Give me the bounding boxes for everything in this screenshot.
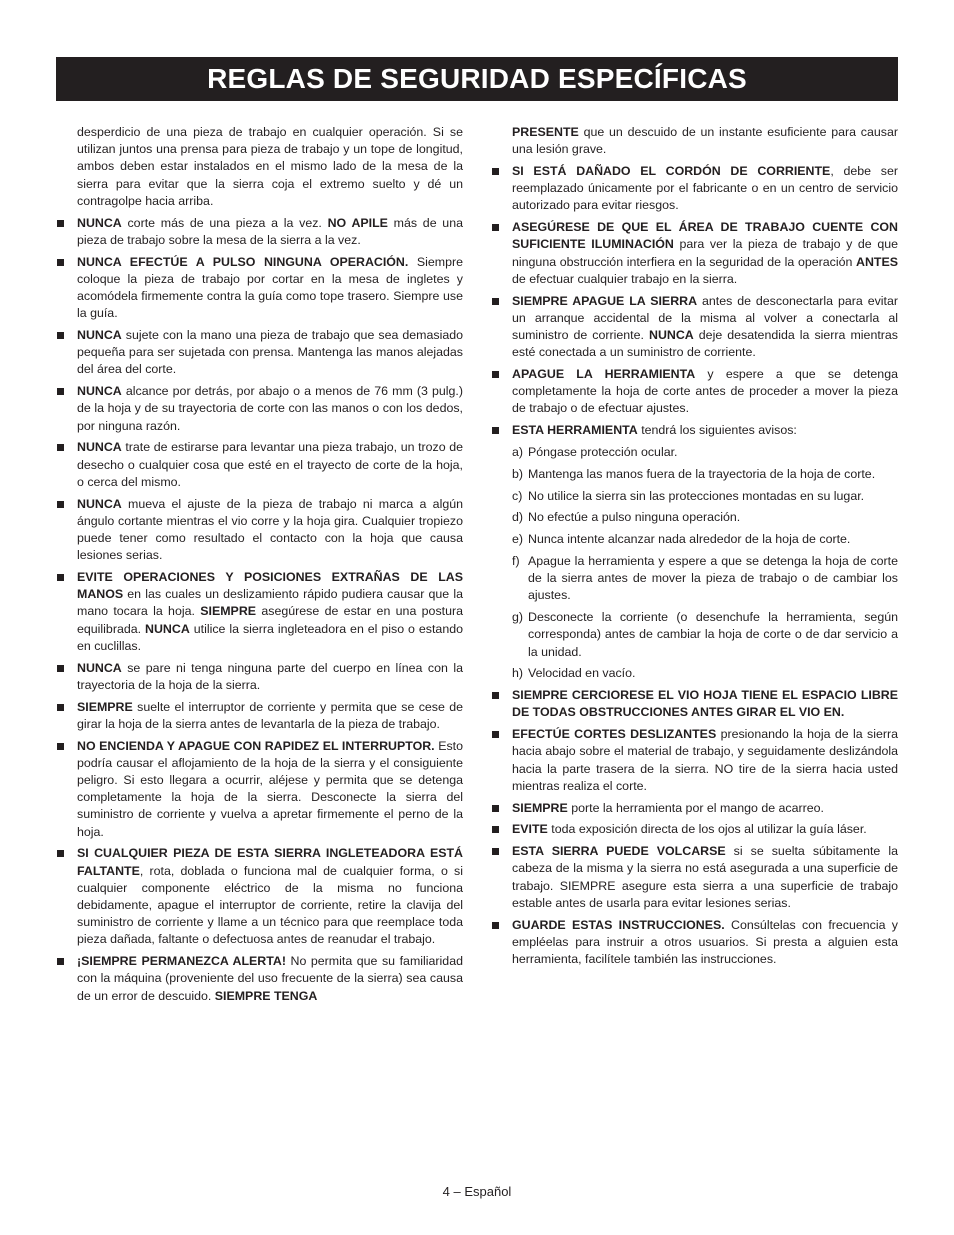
rule-emphasis: SIEMPRE CERCIORESE EL VIO HOJA TIENE EL ESPACIO LIBRE DE TODAS OBSTRUCCIONES ANTES GIRAR EL VIO EN. xyxy=(512,688,898,720)
bullet-square-icon xyxy=(492,371,499,378)
warning-list-item xyxy=(491,466,898,483)
bullet-square-icon xyxy=(57,444,64,451)
rule-emphasis: SIEMPRE xyxy=(200,604,257,619)
warning-list-item xyxy=(491,553,898,605)
rule-text: Siempre coloque la pieza de trabajo por cortar en la mesa de ingletes y acomódela firmemente contra la guía como tope trasero. Siempre use la guía. xyxy=(77,254,463,321)
bullet-square-icon xyxy=(57,220,64,227)
rule-emphasis: SI ESTÁ DAÑADO EL CORDÓN DE CORRIENTE xyxy=(512,164,831,178)
safety-rule-item xyxy=(77,327,463,379)
rule-text: en las cuales un deslizamiento rápido pudiera causar que la mano tocara la hoja. xyxy=(77,587,463,619)
rule-emphasis: NO APILE xyxy=(327,215,388,230)
rule-emphasis: NUNCA xyxy=(77,215,122,230)
rule-emphasis: EVITE xyxy=(512,822,548,837)
warning-label: a) xyxy=(512,445,524,460)
title-bar xyxy=(56,57,898,101)
bullet-square-icon xyxy=(57,665,64,672)
page-title: REGLAS DE SEGURIDAD ESPECÍFICAS xyxy=(207,63,747,94)
left-intro: desperdicio de una pieza de trabajo en cualquier operación. Si se utilizan juntos una prensa para pieza de trabajo y un tope de longitud, ambos deben estar instalados en el mismo lado de la mesa de la sierra para evitar que la sierra coja el extremo suelto y dé un contragolpe hacia arriba. xyxy=(77,125,463,208)
rule-text: , debe ser reemplazado únicamente por el fabricante o en un centro de servicio autorizado para evitar riesgos. xyxy=(512,164,898,213)
rule-text: deje desatendida la sierra mientras esté conectada a un suministro de corriente. xyxy=(512,328,898,360)
rule-text: si se suelta súbitamente la cabeza de la misma y la sierra no está asegurada a una superficie de trabajo. SIEMPRE asegure esta sierra a una superficie de trabajo estable antes de usarla para evitar lesiones serias. xyxy=(512,844,898,910)
warning-text: Póngase protección ocular. xyxy=(528,445,678,460)
warning-label: d) xyxy=(512,510,524,525)
rule-emphasis: NUNCA xyxy=(77,384,122,399)
rule-emphasis: SIEMPRE TENGA xyxy=(214,988,318,1003)
bullet-square-icon xyxy=(492,922,499,929)
rule-text: para ver la pieza de trabajo y de que ninguna obstrucción interfiera en la seguridad de la operación xyxy=(512,237,898,269)
warning-list-item xyxy=(491,509,898,526)
safety-rule-item xyxy=(491,800,898,817)
bullet-square-icon xyxy=(492,298,499,305)
right-intro-bold: PRESENTE xyxy=(512,125,579,139)
rule-emphasis: NUNCA xyxy=(649,328,694,343)
bullet-square-icon xyxy=(57,958,64,965)
warning-text: Mantenga las manos fuera de la trayectoria de la hoja de corte. xyxy=(528,466,876,481)
safety-rule-item xyxy=(77,439,463,491)
rule-text: corte más de una pieza a la vez. xyxy=(121,215,328,230)
safety-rule-item xyxy=(77,699,463,733)
rule-emphasis: NUNCA xyxy=(77,660,122,675)
safety-rule-item xyxy=(491,163,898,215)
warning-label: e) xyxy=(512,532,524,547)
rule-text: trate de estirarse para levantar una pieza trabajo, un trozo de desecho o cualquier cosa que esté en el trayecto de corte de la hoja, o cerca del mismo. xyxy=(77,440,463,489)
warning-label: f) xyxy=(512,554,520,568)
rule-emphasis: ASEGÚRESE DE QUE EL ÁREA DE TRABAJO CUENTE CON SUFICIENTE ILUMINACIÓN xyxy=(512,220,898,252)
rule-emphasis: ESTA SIERRA PUEDE VOLCARSE xyxy=(512,844,726,859)
bullet-square-icon xyxy=(492,692,499,699)
safety-rule-item xyxy=(77,845,463,948)
rule-emphasis: SIEMPRE xyxy=(512,800,568,815)
rule-text: utilice la sierra ingleteadora en el piso o estando en cuclillas. xyxy=(77,621,463,653)
rule-emphasis: ESTA HERRAMIENTA xyxy=(512,423,638,438)
rule-emphasis: NUNCA EFECTÚE A PULSO NINGUNA OPERACIÓN. xyxy=(77,254,409,269)
rule-text: y espere a que se detenga completamente la hoja de corte antes de proceder a mover la pieza de trabajo o de efectuar ajustes. xyxy=(512,367,898,416)
bullet-square-icon xyxy=(492,224,499,231)
safety-rule-item xyxy=(77,953,463,1005)
rule-text: sujete con la mano una pieza de trabajo que sea demasiado pequeña para ser sujetada con prensa. Mantenga las manos alejadas del área del corte. xyxy=(77,328,463,377)
rule-emphasis: ANTES xyxy=(856,254,898,269)
rule-emphasis: SI CUALQUIER PIEZA DE ESTA SIERRA INGLETEADORA ESTÁ FALTANTE xyxy=(77,846,463,878)
rule-emphasis: ¡SIEMPRE PERMANEZCA ALERTA! xyxy=(77,954,286,969)
right-column xyxy=(491,124,898,973)
warning-label: h) xyxy=(512,666,524,681)
safety-rule-item xyxy=(77,738,463,841)
rule-text: No permita que su familiaridad con la máquina (proveniente del uso frecuente de la sierra) sea causa de un error de descuido. xyxy=(77,954,463,1003)
rule-text: Esto podría causar el aflojamiento de la hoja de la sierra y el consiguiente peligro. Si esto llegara a ocurrir, aléjese y permita que se detenga completamente la hoja de la sierra. Desconecte la sierra del suministro de corriente y vuelva a apretar firmemente el perno de la hoja. xyxy=(77,738,463,839)
bullet-square-icon xyxy=(57,332,64,339)
bullet-square-icon xyxy=(57,743,64,750)
rule-text: más de una pieza de trabajo sobre la mesa de la sierra a la vez. xyxy=(77,215,463,247)
rule-emphasis: NUNCA xyxy=(145,621,190,636)
safety-rule-item xyxy=(491,293,898,362)
right-intro xyxy=(491,124,898,158)
safety-rule-item xyxy=(77,569,463,655)
rule-text: , rota, doblada o funciona mal de cualquier forma, o si cualquier componente eléctrico de la misma no funciona debidamente, apague el interruptor de corriente, retire la clavija del suministro de corriente y llame a un técnico para que reemplace toda pieza dañada, faltante o defectuosa antes de reanudar el trabajo. xyxy=(77,863,463,947)
rule-emphasis: EFECTÚE CORTES DESLIZANTES xyxy=(512,727,717,742)
rule-text: Consúltelas con frecuencia y empléelas para instruir a otros usuarios. Si presta a alguien esta herramienta, facilítele también las instrucciones. xyxy=(512,917,898,967)
bullet-square-icon xyxy=(492,805,499,812)
bullet-square-icon xyxy=(492,731,499,738)
bullet-square-icon xyxy=(492,848,499,855)
warning-list-item xyxy=(491,444,898,461)
rule-text: toda exposición directa de los ojos al utilizar la guía láser. xyxy=(547,822,867,837)
rule-text: antes de desconectarla para evitar un arranque accidental de la misma al volver a conectarla al suministro de corriente. xyxy=(512,293,898,343)
safety-rule-item xyxy=(491,726,898,795)
rule-emphasis: NO ENCIENDA Y APAGUE CON RAPIDEZ EL INTERRUPTOR. xyxy=(77,738,435,753)
safety-rule-item xyxy=(491,843,898,912)
safety-rule-item xyxy=(491,917,898,969)
bullet-square-icon xyxy=(57,388,64,395)
warning-text: Apague la herramienta y espere a que se detenga la hoja de corte de la sierra antes de mover la pieza de trabajo o de cambiar los ajustes. xyxy=(528,554,898,603)
warning-label: c) xyxy=(512,488,523,503)
rule-emphasis: EVITE OPERACIONES Y POSICIONES EXTRAÑAS DE LAS MANOS xyxy=(77,570,463,602)
rule-emphasis: NUNCA xyxy=(77,496,122,511)
rule-text: presionando la hoja de la sierra hacia abajo sobre el material de trabajo, y seguidamente deslizándola hacia la parte trasera de la sierra. NO tire de la sierra hacia usted mientras realiza el corte. xyxy=(512,727,898,793)
warning-text: Nunca intente alcanzar nada alrededor de la hoja de corte. xyxy=(528,532,851,547)
rule-text: asegúrese de estar en una postura equilibrada. xyxy=(77,604,463,636)
right-intro-text: que un descuido de un instante esuficiente para causar una lesión grave. xyxy=(512,125,898,157)
rule-text: tendrá los siguientes avisos: xyxy=(637,423,797,438)
warning-label: g) xyxy=(512,610,524,625)
bullet-square-icon xyxy=(492,168,499,175)
safety-rule-item xyxy=(491,219,898,288)
bullet-square-icon xyxy=(57,574,64,581)
rule-text: alcance por detrás, por abajo o a menos de 76 mm (3 pulg.) de la hoja y de su trayectoria de corte con las manos o con los dedos, por ninguna razón. xyxy=(77,384,463,433)
bullet-square-icon xyxy=(57,704,64,711)
warning-list-item xyxy=(491,488,898,505)
rule-text: mueva el ajuste de la pieza de trabajo ni marca a algún ángulo cortante mientras el vio corre y la hoja gira. Cualquier tropiezo puede tener como resultado el contacto con la hoja que causa lesiones serias. xyxy=(77,496,463,563)
bullet-square-icon xyxy=(492,826,499,833)
left-column xyxy=(77,124,463,1009)
safety-rule-item xyxy=(491,422,898,439)
rule-text: suelte el interruptor de corriente y permita que se cese de girar la hoja de la sierra antes de levantarla de la pieza de trabajo. xyxy=(77,699,463,731)
warning-list-item xyxy=(491,609,898,661)
warning-text: No utilice la sierra sin las protecciones montadas en su lugar. xyxy=(528,488,865,503)
rule-emphasis: APAGUE LA HERRAMIENTA xyxy=(512,367,696,382)
bullet-square-icon xyxy=(57,501,64,508)
safety-rule-item xyxy=(491,687,898,721)
warning-list-item xyxy=(491,531,898,548)
rule-text: se pare ni tenga ninguna parte del cuerpo en línea con la trayectoria de la hoja de la sierra. xyxy=(77,660,463,692)
safety-rule-item xyxy=(77,660,463,694)
warning-text: Velocidad en vacío. xyxy=(528,666,636,681)
rule-emphasis: SIEMPRE APAGUE LA SIERRA xyxy=(512,293,698,308)
warning-label: b) xyxy=(512,466,524,481)
bullet-square-icon xyxy=(57,259,64,266)
safety-rule-item xyxy=(491,821,898,838)
safety-rule-item xyxy=(491,366,898,418)
rule-emphasis: GUARDE ESTAS INSTRUCCIONES. xyxy=(512,917,725,932)
warning-list-item xyxy=(491,665,898,682)
warning-text: No efectúe a pulso ninguna operación. xyxy=(528,510,741,525)
bullet-square-icon xyxy=(492,427,499,434)
rule-emphasis: NUNCA xyxy=(77,328,122,343)
rule-emphasis: NUNCA xyxy=(77,440,122,455)
safety-rule-item xyxy=(77,383,463,435)
rule-text: de efectuar cualquier trabajo en la sierra. xyxy=(512,271,738,286)
safety-rule-item xyxy=(77,254,463,323)
bullet-square-icon xyxy=(57,850,64,857)
page-footer: 4 – Español xyxy=(442,1184,512,1199)
rule-text: porte la herramienta por el mango de acarreo. xyxy=(567,800,824,815)
warning-text: Desconecte la corriente (o desenchufe la herramienta, según corresponda) antes de cambiar la hoja de corte o de dar servicio a la unidad. xyxy=(528,610,898,659)
rule-emphasis: SIEMPRE xyxy=(77,699,133,714)
safety-rule-item xyxy=(77,215,463,249)
safety-rule-item xyxy=(77,496,463,565)
